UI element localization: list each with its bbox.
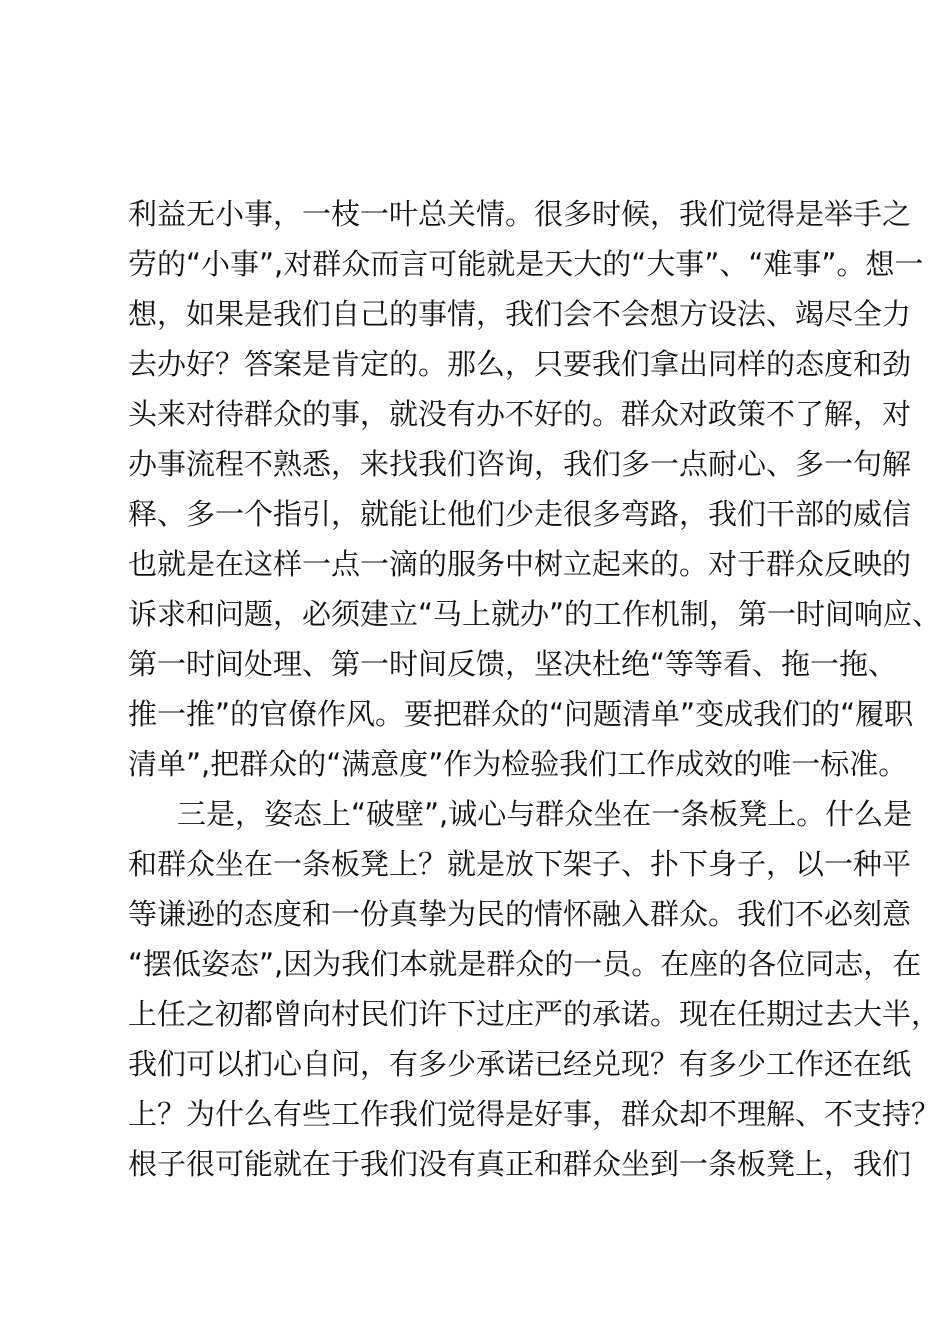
text-line: 推一推”的官僚作风。要把群众的“问题清单”变成我们的“履职 (128, 697, 914, 731)
text-line: 劳的“小事”,对群众而言可能就是天大的“大事”、“难事”。想一 (128, 247, 924, 281)
text-line: 诉求和问题，必须建立“马上就办”的工作机制，第一时间响应、 (128, 597, 942, 631)
text-line: 办事流程不熟悉，来找我们咨询，我们多一点耐心、多一句解 (128, 447, 912, 481)
text-line: 和群众坐在一条板凳上？就是放下架子、扑下身子，以一种平 (128, 847, 912, 881)
text-line: 去办好？答案是肯定的。那么，只要我们拿出同样的态度和劲 (128, 347, 912, 381)
text-line: 头来对待群众的事，就没有办不好的。群众对政策不了解，对 (128, 397, 912, 431)
text-line: 清单”,把群众的“满意度”作为检验我们工作成效的唯一标准。 (128, 747, 908, 781)
text-line: 利益无小事，一枝一叶总关情。很多时候，我们觉得是举手之 (128, 197, 912, 231)
text-line: 根子很可能就在于我们没有真正和群众坐到一条板凳上，我们 (128, 1147, 912, 1181)
text-line: 也就是在这样一点一滴的服务中树立起来的。对于群众反映的 (128, 547, 912, 581)
paragraph-start-line: 三是，姿态上“破壁”,诚心与群众坐在一条板凳上。什么是 (177, 797, 913, 831)
text-line: 我们可以扪心自问，有多少承诺已经兑现？有多少工作还在纸 (128, 1047, 912, 1081)
text-line: 上？为什么有些工作我们觉得是好事，群众却不理解、不支持？ (128, 1097, 941, 1131)
text-line: “摆低姿态”,因为我们本就是群众的一员。在座的各位同志，在 (128, 947, 922, 981)
text-line: 释、多一个指引，就能让他们少走很多弯路，我们干部的威信 (128, 497, 912, 531)
text-line: 上任之初都曾向村民们许下过庄严的承诺。现在任期过去大半， (128, 997, 941, 1031)
text-line: 第一时间处理、第一时间反馈，坚决杜绝“等等看、拖一拖、 (128, 647, 898, 681)
text-line: 想，如果是我们自己的事情，我们会不会想方设法、竭尽全力 (128, 297, 912, 331)
text-line: 等谦逊的态度和一份真挚为民的情怀融入群众。我们不必刻意 (128, 897, 912, 931)
